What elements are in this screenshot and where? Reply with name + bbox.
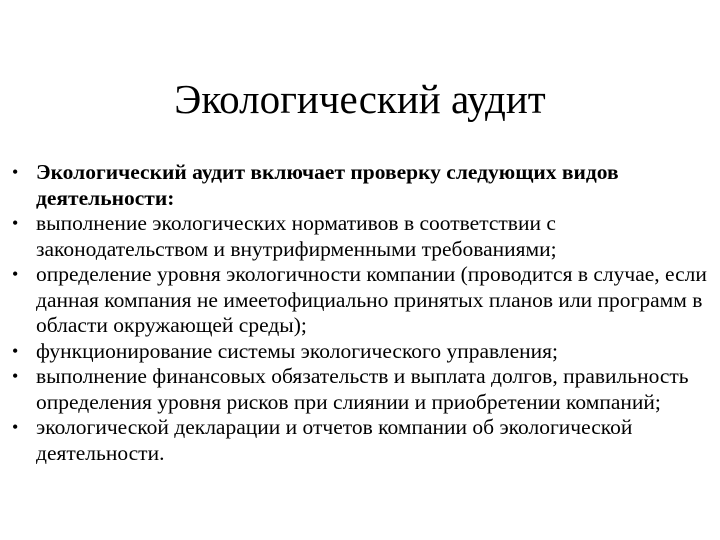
bullet-item (12, 211, 712, 262)
bullet-marker: • (12, 417, 19, 437)
slide-title: Экологический аудит (174, 76, 546, 122)
bullet-text: функционирование системы экологического управления; (36, 338, 559, 363)
bullet-marker: • (12, 162, 19, 182)
bullet-text: выполнение экологических нормативов в соответствии с законодательством и внутрифирменными требованиями; (36, 211, 557, 261)
bullet-item (12, 262, 712, 339)
bullet-item (12, 364, 712, 415)
bullet-item (12, 415, 712, 466)
bullet-text: экологической декларации и отчетов компании об экологической деятельности. (36, 415, 633, 465)
bullet-marker: • (12, 340, 19, 361)
bullet-text: Экологический аудит включает проверку следующих видов деятельности: (36, 160, 619, 210)
bullet-text: выполнение финансовых обязательств и выплата долгов, правильность определения уровня рисков при слиянии и приобретении компаний; (36, 364, 689, 414)
bullet-list (12, 160, 712, 466)
bullet-text: определение уровня экологичности компании (проводится в случае, если данная компания не имеетофициально принятых планов или программ в области окружающей среды); (36, 262, 707, 337)
bullet-marker: • (12, 213, 19, 233)
bullet-marker: • (12, 264, 19, 284)
bullet-item (12, 160, 712, 211)
bullet-item (12, 338, 712, 365)
bullet-marker: • (12, 366, 19, 386)
